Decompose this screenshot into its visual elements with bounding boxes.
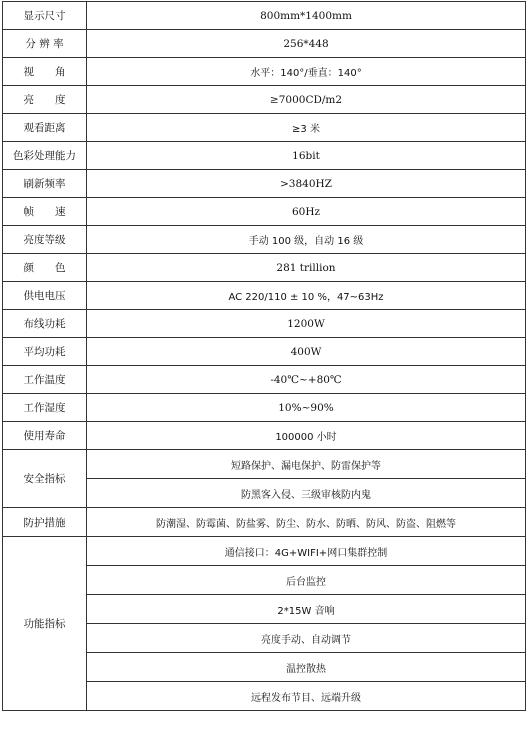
row-label-safety: 安全指标 xyxy=(3,450,87,508)
row-value-service-life: 100000 小时 xyxy=(87,422,526,450)
table-row xyxy=(3,422,526,450)
row-value-supply-voltage: AC 220/110 ± 10 %，47~63Hz xyxy=(87,282,526,310)
row-label-resolution: 分 辨 率 xyxy=(3,30,87,58)
row-label-operating-temperature: 工作温度 xyxy=(3,366,87,394)
table-row xyxy=(3,198,526,226)
table-row xyxy=(3,282,526,310)
row-label-refresh-rate: 刷新频率 xyxy=(3,170,87,198)
row-value-safety-1: 短路保护、漏电保护、防雷保护等 xyxy=(87,450,526,479)
table-row xyxy=(3,394,526,422)
row-value-average-power: 400W xyxy=(87,338,526,366)
row-label-average-power: 平均功耗 xyxy=(3,338,87,366)
row-label-supply-voltage: 供电电压 xyxy=(3,282,87,310)
table-row xyxy=(3,114,526,142)
row-value-brightness-levels: 手动 100 级，自动 16 级 xyxy=(87,226,526,254)
row-value-protection: 防潮湿、防霉菌、防盐雾、防尘、防水、防晒、防风、防盗、阻燃等 xyxy=(87,508,526,537)
table-row xyxy=(3,58,526,86)
row-value-operating-humidity: 10%~90% xyxy=(87,394,526,422)
row-value-refresh-rate: >3840HZ xyxy=(87,170,526,198)
row-value-function-1: 通信接口：4G+WIFI+网口集群控制 xyxy=(87,537,526,566)
table-row xyxy=(3,170,526,198)
row-value-color: 281 trillion xyxy=(87,254,526,282)
table-row xyxy=(3,226,526,254)
table-row xyxy=(3,254,526,282)
row-label-operating-humidity: 工作湿度 xyxy=(3,394,87,422)
row-label-brightness: 亮 度 xyxy=(3,86,87,114)
row-label-viewing-distance: 观看距离 xyxy=(3,114,87,142)
row-value-function-6: 远程发布节目、远端升级 xyxy=(87,682,526,711)
table-row xyxy=(3,338,526,366)
row-value-function-2: 后台监控 xyxy=(87,566,526,595)
table-row xyxy=(3,86,526,114)
table-row xyxy=(3,537,526,566)
row-label-display-size: 显示尺寸 xyxy=(3,2,87,30)
row-label-color-processing: 色彩处理能力 xyxy=(3,142,87,170)
table-row xyxy=(3,450,526,479)
row-value-viewing-distance: ≥3 米 xyxy=(87,114,526,142)
row-label-wiring-power: 布线功耗 xyxy=(3,310,87,338)
table-row xyxy=(3,2,526,30)
row-value-function-3: 2*15W 音响 xyxy=(87,595,526,624)
row-label-service-life: 使用寿命 xyxy=(3,422,87,450)
row-value-frame-rate: 60Hz xyxy=(87,198,526,226)
row-label-frame-rate: 帧 速 xyxy=(3,198,87,226)
row-label-viewing-angle: 视 角 xyxy=(3,58,87,86)
table-row xyxy=(3,310,526,338)
row-label-functions: 功能指标 xyxy=(3,537,87,711)
row-value-viewing-angle: 水平：140°/垂直：140° xyxy=(87,58,526,86)
row-value-brightness: ≥7000CD/m2 xyxy=(87,86,526,114)
row-value-wiring-power: 1200W xyxy=(87,310,526,338)
table-row xyxy=(3,30,526,58)
row-value-safety-2: 防黑客入侵、三级审核防内鬼 xyxy=(87,479,526,508)
row-value-color-processing: 16bit xyxy=(87,142,526,170)
table-row xyxy=(3,366,526,394)
row-value-operating-temperature: -40℃~+80℃ xyxy=(87,366,526,394)
row-value-resolution: 256*448 xyxy=(87,30,526,58)
row-label-protection: 防护措施 xyxy=(3,508,87,537)
row-value-display-size: 800mm*1400mm xyxy=(87,2,526,30)
row-label-color: 颜 色 xyxy=(3,254,87,282)
row-value-function-5: 温控散热 xyxy=(87,653,526,682)
table-row xyxy=(3,508,526,537)
spec-table xyxy=(2,1,526,711)
row-label-brightness-levels: 亮度等级 xyxy=(3,226,87,254)
table-row xyxy=(3,142,526,170)
row-value-function-4: 亮度手动、自动调节 xyxy=(87,624,526,653)
